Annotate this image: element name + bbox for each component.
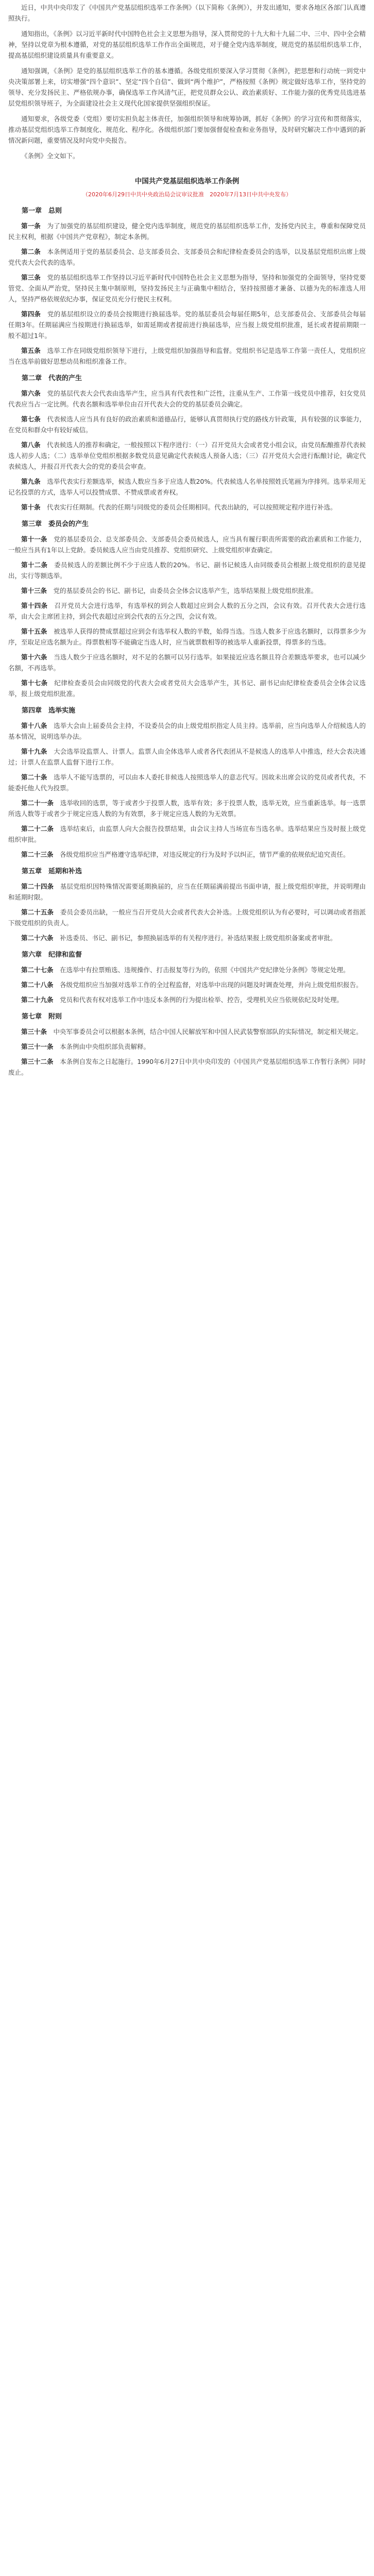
- article-page: [0, 0, 374, 1097]
- article-number: 第二十八条: [21, 981, 54, 989]
- article-paragraph: [8, 388, 366, 410]
- intro-paragraph: 《条例》全文如下。: [21, 152, 79, 160]
- article-text: 选举人不能写选票的，可以由本人委托非候选人按照选举人的意志代写。因故未出席会议的党员或者代表，不能委托他人代为投票。: [8, 773, 366, 792]
- article-text: 在选举中有拉票贿选、违规操作、打击报复等行为的，依照《中国共产党纪律处分条例》等规定处理。: [60, 966, 350, 974]
- article-paragraph: [8, 439, 366, 472]
- article-number: 第二十六条: [21, 934, 54, 942]
- article-paragraph: [8, 1026, 366, 1037]
- article-paragraph: [8, 585, 366, 596]
- article-text: 本条例由中央组织部负责解释。: [60, 1043, 150, 1050]
- article-paragraph: [8, 600, 366, 622]
- article-number: 第二十五条: [21, 908, 54, 916]
- article-number: 第十六条: [21, 653, 47, 661]
- article-paragraph: [8, 309, 366, 341]
- article-number: 第五条: [21, 347, 41, 354]
- article-text: 代表候选人的推荐和确定，一般按照以下程序进行：（一）召开党员大会或者党小组会议，由党员酝酿推荐代表候选人初步人选；（二）选举单位党组织根据多数党员意见确定代表候选人预备人选；（三）召开党员大会进行酝酿讨论，确定代表候选人，并报召开代表大会的党的委员会审查。: [8, 441, 366, 470]
- chapter-heading: 第六章 纪律和监督: [22, 951, 82, 959]
- article-paragraph: [8, 823, 366, 845]
- article-text: 本条例自发布之日起施行。1990年6月27日中共中央印发的《中国共产党基层组织选举工作暂行条例》同时废止。: [8, 1058, 366, 1076]
- article-number: 第九条: [21, 478, 41, 485]
- article-paragraph: [8, 272, 366, 304]
- document-title: 中国共产党基层组织选举工作条例: [134, 177, 240, 185]
- article-paragraph: [8, 979, 366, 990]
- article-number: 第四条: [21, 310, 41, 318]
- article-text: 召开党员大会进行选举，有选举权的到会人数超过应到会人数的五分之四，会议有效。召开代表大会进行选举，由大会主席团主持，到会代表超过应到会代表的五分之四，会议有效。: [8, 602, 366, 620]
- article-text: 各级党组织应当严格遵守选举纪律，对违反规定的行为及时予以纠正，情节严重的依规依纪追究责任。: [60, 851, 350, 858]
- article-text: 党的基层组织选举工作坚持以习近平新时代中国特色社会主义思想为指导，坚持和加强党的全面领导，坚持党要管党、全面从严治党，坚持民主集中制原则，坚持发扬民主与正确集中相结合，坚持按照德才兼备、以德为先的标准选人用人，坚持严格依规依纪办事，保证党员充分行使民主权利。: [8, 274, 366, 303]
- article-number: 第十八条: [21, 722, 47, 730]
- regulation-body: [8, 206, 366, 1078]
- article-paragraph: [8, 964, 366, 975]
- article-number: 第七条: [21, 415, 41, 423]
- article-paragraph: [8, 246, 366, 268]
- article-text: 基层党组织因特殊情况需要延期换届的，应当在任期届满前提出书面申请，报上级党组织审批，并说明理由和延期时限。: [8, 883, 366, 901]
- article-text: 被选举人获得的赞成票超过应到会有选举权人数的半数，始得当选。当选人数多于应选名额时，以得票多少为序，至取足应选名额为止。得票数相等不能确定当选人时，应当就票数相等的被选举人重新投票，得票多的当选。: [8, 628, 366, 646]
- article-paragraph: [8, 1041, 366, 1052]
- article-paragraph: [8, 994, 366, 1005]
- article-number: 第二十九条: [21, 996, 54, 1004]
- article-number: 第三条: [21, 274, 41, 281]
- article-number: 第八条: [21, 441, 41, 449]
- article-number: 第十四条: [21, 602, 48, 609]
- article-paragraph: [8, 502, 366, 513]
- article-text: 代表实行任期制。代表的任期与同级党的委员会任期相同。代表出缺的，可以按照规定程序进行补选。: [47, 503, 337, 511]
- chapter-heading: 第三章 委员会的产生: [22, 520, 89, 528]
- spacer: [8, 166, 366, 173]
- article-text: 选举大会由上届委员会主持，不设委员会的由上级党组织指定人员主持。选举前，应当向选举人介绍候选人的基本情况，说明选举办法。: [8, 722, 366, 740]
- article-paragraph: [8, 933, 366, 943]
- intro-paragraph: 通知强调，《条例》是党的基层组织选举工作的基本遵循。各级党组织要深入学习贯彻《条例》，把思想和行动统一到党中央决策部署上来，切实增强“四个意识”、坚定“四个自信”、做到“两个维护”，严格按照《条例》规定做好选举工作，坚持党的领导、充分发扬民主、严格依规办事，确保选举工作风清气正，把党员群众公认、政治素质好、工作能力强的优秀党员选进基层党组织领导班子，为全面建设社会主义现代化国家提供坚强组织保证。: [8, 67, 366, 107]
- chapter-heading: 第五章 延期和补选: [22, 868, 82, 875]
- article-number: 第二十二条: [21, 825, 54, 833]
- chapter-heading: 第七章 附则: [22, 1013, 62, 1021]
- article-text: 为了加强党的基层组织建设，健全党内选举制度，规范党的基层组织选举工作，发扬党内民主，尊重和保障党员民主权利，根据《中国共产党章程》，制定本条例。: [8, 222, 366, 241]
- article-text: 纪律检查委员会由同级党的代表大会或者党员大会选举产生，其书记、副书记由纪律检查委员会全体会议选举，报上级党组织批准。: [8, 679, 366, 698]
- article-number: 第一条: [21, 222, 41, 230]
- article-number: 第三十条: [21, 1028, 47, 1036]
- document-subtitle: （2020年6月29日中共中央政治局会议审议批准 2020年7月13日中共中央发布）: [82, 191, 292, 198]
- article-text: 委员会委员出缺，一般应当召开党员大会或者代表大会补选。上级党组织认为有必要时，可以调动或者指派下级党组织的负责人。: [8, 908, 366, 927]
- intro-paragraph: 通知要求，各级党委（党组）要切实担负起主体责任，加强组织领导和统筹协调，抓好《条例》的学习宣传和贯彻落实，推动基层党组织选举工作制度化、规范化、程序化。各级组织部门要加强督促检查和业务指导，及时研究解决工作中遇到的新情况新问题，重要情况及时向党中央报告。: [8, 115, 366, 144]
- article-number: 第十二条: [21, 561, 48, 569]
- article-paragraph: [8, 1056, 366, 1078]
- chapter-heading: 第二章 代表的产生: [22, 375, 82, 382]
- article-text: 补选委员、书记、副书记，参照换届选举的有关程序进行。补选结果报上级党组织备案或者审批。: [60, 934, 337, 942]
- article-text: 选举结束后，由监票人向大会报告投票结果，由会议主持人当场宣布当选名单。选举结果应当及时报上级党组织审批。: [8, 825, 366, 843]
- article-number: 第十条: [21, 503, 41, 511]
- intro-paragraph: 通知指出，《条例》以习近平新时代中国特色社会主义思想为指导，深入贯彻党的十九大和十九届二中、三中、四中全会精神，坚持以党章为根本遵循，对党的基层组织选举工作作出全面规范，对于健全党内选举制度，规范党的基层组织选举工作，提高基层组织建设质量具有重要意义。: [8, 30, 366, 59]
- article-text: 党的基层代表大会代表由选举产生，应当具有代表性和广泛性，注重从生产、工作第一线党员中推荐，妇女党员代表应当占一定比例。代表名额和选举单位由召开代表大会的党的基层委员会确定。: [8, 389, 366, 408]
- article-paragraph: [8, 881, 366, 903]
- article-number: 第十五条: [21, 628, 47, 635]
- chapter-heading: 第一章 总则: [22, 207, 62, 215]
- article-text: 当选人数少于应选名额时，对不足的名额可以另行选举。如果接近应选名额且符合差额选举要求，也可以减少名额，不再选举。: [8, 653, 366, 672]
- article-number: 第二十条: [21, 773, 47, 781]
- article-text: 选举工作在同级党组织领导下进行，上级党组织加强指导和监督。党组织书记是选举工作第一责任人，党组织应当在选举前做好思想动员和组织准备工作。: [8, 347, 366, 365]
- article-text: 中央军事委员会可以根据本条例，结合中国人民解放军和中国人民武装警察部队的实际情况，制定相关规定。: [53, 1028, 363, 1036]
- article-paragraph: [8, 414, 366, 435]
- article-paragraph: [8, 849, 366, 860]
- article-number: 第六条: [21, 389, 41, 397]
- article-paragraph: [8, 746, 366, 768]
- article-number: 第二十四条: [21, 883, 54, 890]
- article-text: 党的基层组织设立的委员会按期进行换届选举。党的基层委员会每届任期5年，总支部委员会、支部委员会每届任期3年。任期届满应当按期进行换届选举，如需延期或者提前进行换届选举，应当报上级党组织批准，延长或者提前期限一般不超过1年。: [8, 310, 366, 340]
- chapter-heading: 第四章 选举实施: [22, 707, 76, 715]
- article-paragraph: [8, 221, 366, 242]
- article-number: 第十一条: [21, 535, 47, 543]
- article-paragraph: [8, 798, 366, 819]
- article-paragraph: [8, 476, 366, 498]
- article-number: 第十七条: [21, 679, 48, 687]
- article-number: 第二十七条: [21, 966, 54, 974]
- article-text: 党员和代表有权对选举工作中违反本条例的行为提出检举、控告，受理机关应当依规依纪及时处理。: [60, 996, 344, 1004]
- article-text: 大会选举设监票人、计票人。监票人由全体选举人或者各代表团从不是候选人的选举人中推选，经大会表决通过；计票人在监票人监督下进行工作。: [8, 748, 366, 766]
- article-text: 党的基层委员会的书记、副书记，由委员会全体会议选举产生，选举结果报上级党组织批准。: [53, 587, 318, 595]
- article-paragraph: [8, 677, 366, 699]
- article-text: 选举收回的选票，等于或者少于投票人数，选举有效；多于投票人数，选举无效，应当重新选举。每一选票所选人数等于或者少于规定应选人数的为有效票，多于规定应选人数的为无效票。: [8, 799, 366, 818]
- article-paragraph: [8, 534, 366, 555]
- article-paragraph: [8, 652, 366, 673]
- article-number: 第二条: [21, 248, 41, 256]
- article-text: 党的基层委员会、总支部委员会、支部委员会委员候选人，应当具有履行职责所需要的政治素质和工作能力，一般应当具有1年以上党龄。委员候选人应当由党员推荐、党组织研究、上级党组织审查确定。: [8, 535, 366, 554]
- article-paragraph: [8, 345, 366, 367]
- article-number: 第三十一条: [21, 1043, 54, 1050]
- article-paragraph: [8, 907, 366, 928]
- article-text: 委员候选人的差额比例不少于应选人数的20%。书记、副书记候选人由同级委员会根据上级党组织的意见提出，实行等额选举。: [8, 561, 366, 580]
- article-text: 本条例适用于党的基层委员会、总支部委员会、支部委员会和纪律检查委员会的选举，以及基层党组织出席上级党代表大会代表的选举。: [8, 248, 366, 266]
- article-number: 第十九条: [21, 748, 47, 755]
- article-number: 第二十一条: [21, 799, 54, 807]
- article-paragraph: [8, 720, 366, 742]
- intro-paragraph: 近日，中共中央印发了《中国共产党基层组织选举工作条例》（以下简称《条例》），并发出通知，要求各地区各部门认真遵照执行。: [8, 4, 366, 22]
- article-number: 第二十三条: [21, 851, 54, 858]
- article-paragraph: [8, 772, 366, 793]
- article-number: 第三十二条: [21, 1058, 54, 1065]
- article-text: 选举代表实行差额选举，候选人数应当多于应选人数20%。代表候选人名单按照姓氏笔画为序排列。选举采用无记名投票的方式，选举人可以投赞成票、不赞成票或者弃权。: [8, 478, 366, 496]
- article-paragraph: [8, 560, 366, 581]
- article-text: 各级党组织应当加强对选举工作的全过程监督，对选举中出现的问题及时调查处理，并向上级党组织报告。: [60, 981, 363, 989]
- article-paragraph: [8, 626, 366, 648]
- intro-section: [8, 2, 366, 161]
- article-text: 代表候选人应当具有良好的政治素质和道德品行，能够认真贯彻执行党的路线方针政策，具有较强的议事能力，在党员和群众中有较好威信。: [8, 415, 366, 434]
- article-number: 第十三条: [21, 587, 47, 595]
